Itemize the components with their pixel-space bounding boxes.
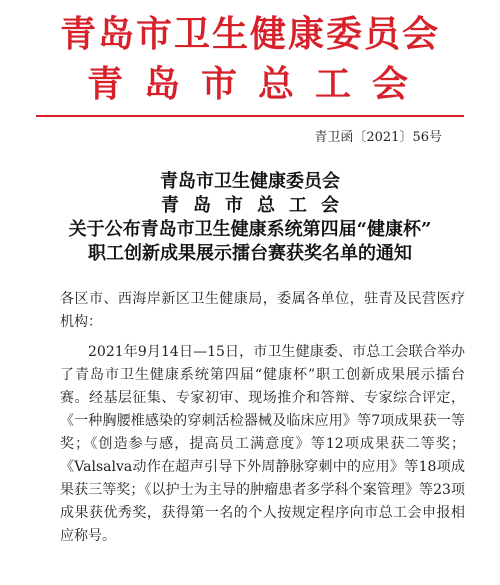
- title-subject-line-1: 关于公布青岛市卫生健康系统第四届“健康杯”: [68, 219, 432, 240]
- document-number: 青卫函〔2021〕56号: [314, 130, 442, 145]
- body-paragraph: 2021年9月14日—15日，市卫生健康委、市总工会联合举办了青岛市卫生健康系统第四届“健康杯”职工创新成果展示擂台赛。经基层征集、专家初审、现场推介和答辩、专家综合评定，《一种胸腰椎感染的穿刺活检器械及临床应用》等7项成果获一等奖；《创造参与感，提高员工满意度》等12项成果获二等奖；《Valsalva动作在超声引导下外周静脉穿刺中的应用》等18项成果获三等奖；《以护士为主导的肿瘤患者多学科个案管理》等23项成果获优秀奖，获得第一名的个人按规定程序向市总工会申报相应称号。: [60, 344, 465, 544]
- red-divider-line: [36, 115, 464, 117]
- issuing-org-line-2: 青岛市总工会: [86, 64, 429, 105]
- notice-body: [60, 288, 465, 548]
- issuing-org-line-1: 青岛市卫生健康委员会: [59, 14, 440, 55]
- salutation: 各区市、西海岸新区卫生健康局，委属各单位，驻青及民营医疗机构：: [60, 291, 465, 330]
- title-org-line-1: 青岛市卫生健康委员会: [160, 171, 340, 192]
- title-subject-line-2: 职工创新成果展示擂台赛获奖名单的通知: [88, 243, 412, 264]
- title-org-line-2: 青岛市总工会: [161, 195, 353, 216]
